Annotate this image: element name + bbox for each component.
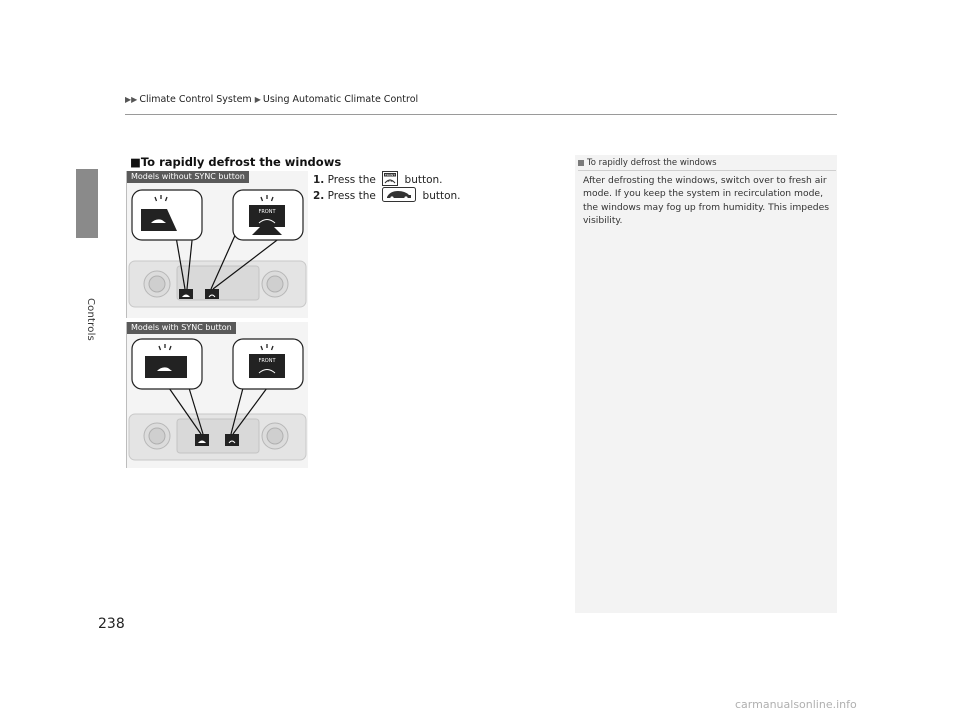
svg-text:FRONT: FRONT [385,172,396,177]
section-tab [76,169,98,238]
note-body: After defrosting the windows, switch over to fresh air mode. If you keep the system in recirculation mode, the windows may fog up from humidity. This impedes visibility. [583,175,830,226]
section-label: Controls [85,298,96,341]
header-rule [125,114,837,115]
watermark: carmanualsonline.info [735,698,857,711]
step-text: button. [422,190,461,202]
note-marker-icon [578,160,584,166]
breadcrumb-arrow-icon: ▶ [254,95,261,104]
page-number: 238 [98,616,125,632]
fresh-air-mode-icon [382,187,416,205]
note-title: To rapidly defrost the windows [578,158,717,168]
breadcrumb-arrow-icon: ▶▶ [125,95,138,104]
step-number: 2. [313,190,325,202]
climate-panel-illustration [127,171,308,318]
diagram-tag: Models with SYNC button [127,322,236,334]
step-text: Press the [327,190,376,202]
diagram-without-sync [126,171,308,318]
step-text: Press the [327,174,376,186]
breadcrumb-item[interactable]: Using Automatic Climate Control [262,94,419,105]
note-rule [578,170,836,171]
diagram-tag: Models without SYNC button [127,171,249,183]
step-2 [313,187,461,205]
front-label: FRONT [258,358,276,364]
step-number: 1. [313,174,325,186]
breadcrumb-item[interactable]: Climate Control System [139,94,252,105]
diagram-with-sync [126,322,308,468]
step-text: button. [404,174,443,186]
breadcrumb [125,94,418,105]
front-label: FRONT [258,209,276,215]
climate-panel-illustration [127,322,308,468]
section-heading: ■To rapidly defrost the windows [130,155,342,169]
